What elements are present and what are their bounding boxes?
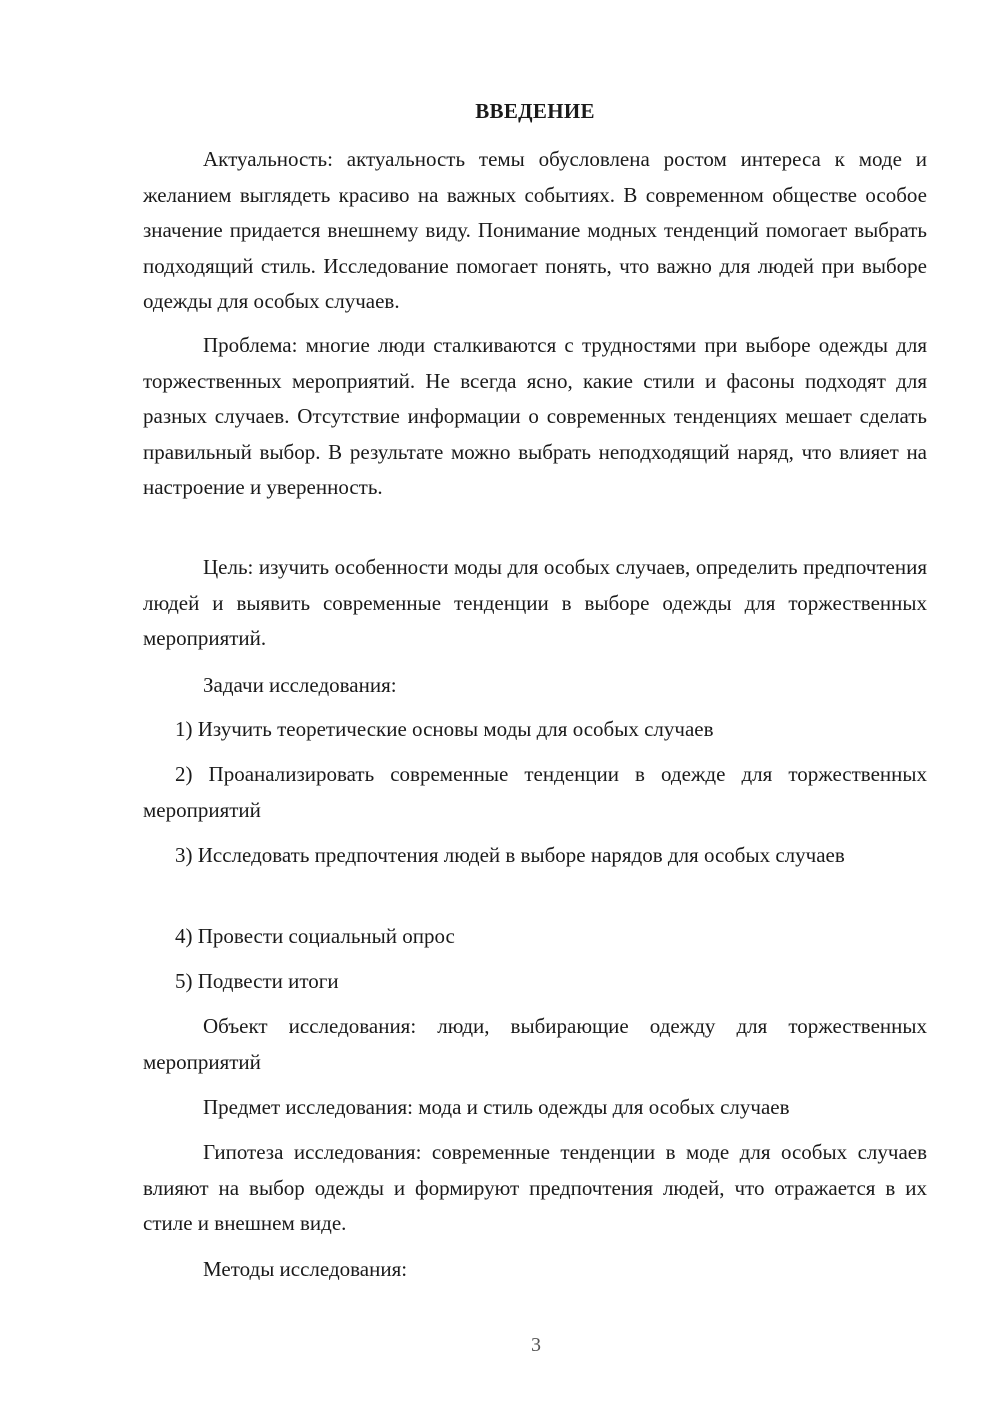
task-item-1: 1) Изучить теоретические основы моды для особых случаев: [175, 717, 714, 741]
paragraph-relevance: Актуальность: актуальность темы обусловлена ростом интереса к моде и желанием выглядеть красиво на важных событиях. В современном обществе особое значение придается внешнему виду. Понимание модных тенденций помогает выбрать подходящий стиль. Исследование помогает понять, что важно для людей при выборе одежды для особых случаев.: [143, 147, 927, 313]
task-item-5: 5) Подвести итоги: [175, 969, 339, 993]
paragraph-hypothesis: Гипотеза исследования: современные тенденции в моде для особых случаев влияют на выбор одежды и формируют предпочтения людей, что отражается в их стиле и внешнем виде.: [143, 1140, 927, 1235]
tasks-heading: Задачи исследования:: [203, 673, 397, 697]
paragraph-goal: Цель: изучить особенности моды для особых случаев, определить предпочтения людей и выявить современные тенденции в выборе одежды для торжественных мероприятий.: [143, 555, 927, 650]
task-item-4: 4) Провести социальный опрос: [175, 924, 455, 948]
paragraph-subject: Предмет исследования: мода и стиль одежды для особых случаев: [203, 1095, 790, 1119]
task-item-3: 3) Исследовать предпочтения людей в выборе нарядов для особых случаев: [175, 843, 845, 867]
page-title: ВВЕДЕНИЕ: [475, 99, 595, 123]
methods-heading: Методы исследования:: [203, 1257, 408, 1281]
task-item-2: 2) Проанализировать современные тенденции в одежде для торжественных мероприятий: [143, 762, 927, 822]
paragraph-object: Объект исследования: люди, выбирающие одежду для торжественных мероприятий: [143, 1014, 927, 1074]
page-number: 3: [531, 1334, 541, 1356]
paragraph-problem: Проблема: многие люди сталкиваются с трудностями при выборе одежды для торжественных мероприятий. Не всегда ясно, какие стили и фасоны подходят для разных случаев. Отсутствие информации о современных тенденциях мешает сделать правильный выбор. В результате можно выбрать неподходящий наряд, что влияет на настроение и уверенность.: [143, 333, 927, 499]
